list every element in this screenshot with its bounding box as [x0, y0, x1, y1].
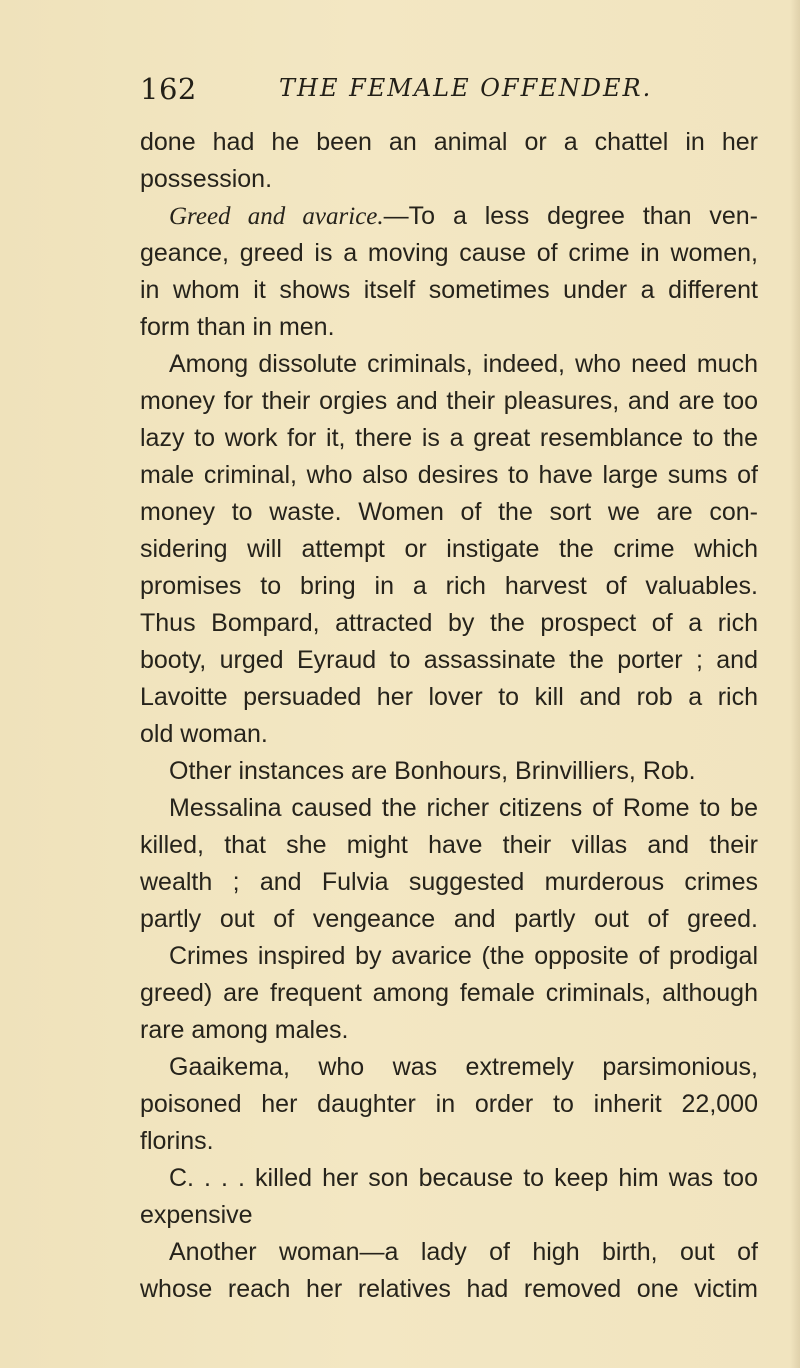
text-line [140, 235, 758, 272]
text-line-content: Other instances are Bonhours, Brinvilliers, Rob. [169, 757, 696, 785]
text-line-content: C. . . . killed her son because to keep him was too [169, 1164, 758, 1192]
text-line-content: money for their orgies and their pleasures, and are too [140, 387, 758, 415]
text-line [140, 864, 758, 901]
text-line-content: —To a less degree than ven- [383, 202, 758, 230]
text-line [140, 605, 758, 642]
text-line [140, 716, 758, 753]
text-line [140, 198, 758, 235]
page-edge-shadow [790, 0, 800, 1368]
section-heading-italic: Greed and avarice. [169, 203, 384, 230]
text-line [140, 1234, 758, 1271]
text-line [140, 1160, 758, 1197]
text-line [140, 309, 758, 346]
text-line-content: Gaaikema, who was extremely parsimonious, [169, 1053, 758, 1081]
text-line [140, 753, 758, 790]
text-line-content: Thus Bompard, attracted by the prospect of a rich [140, 609, 758, 637]
text-line-content: in whom it shows itself sometimes under a different [140, 276, 758, 304]
text-line-content: form than in men. [140, 313, 335, 341]
text-line [140, 1123, 758, 1160]
text-line-content: geance, greed is a moving cause of crime in women, [140, 239, 758, 267]
text-line [140, 938, 758, 975]
text-line [140, 124, 758, 161]
text-line [140, 1197, 758, 1234]
text-line-content: expensive [140, 1201, 253, 1229]
text-line-content: old woman. [140, 720, 268, 748]
text-line-content: promises to bring in a rich harvest of valuables. [140, 572, 758, 600]
text-line [140, 420, 758, 457]
text-line-content: wealth ; and Fulvia suggested murderous crimes [140, 868, 758, 896]
running-title: THE FEMALE OFFENDER. [279, 74, 653, 102]
text-line [140, 494, 758, 531]
text-line-content: Crimes inspired by avarice (the opposite of prodigal [169, 942, 758, 970]
text-line [140, 1086, 758, 1123]
text-line [140, 568, 758, 605]
page-number: 162 [140, 72, 197, 106]
text-line [140, 531, 758, 568]
text-line-content: booty, urged Eyraud to assassinate the porter ; and [140, 646, 758, 674]
text-line [140, 901, 758, 938]
text-line [140, 827, 758, 864]
text-line [140, 1271, 758, 1308]
text-line-content: greed) are frequent among female criminals, although [140, 979, 758, 1007]
text-line-content: partly out of vengeance and partly out of greed. [140, 905, 758, 933]
text-line-content: whose reach her relatives had removed one victim [140, 1275, 758, 1303]
text-line-content: killed, that she might have their villas and their [140, 831, 758, 859]
text-line [140, 790, 758, 827]
text-line [140, 1049, 758, 1086]
text-line-content: Another woman—a lady of high birth, out of [169, 1238, 758, 1266]
text-line [140, 346, 758, 383]
text-line-content: Lavoitte persuaded her lover to kill and rob a rich [140, 683, 758, 711]
text-line [140, 642, 758, 679]
text-line [140, 457, 758, 494]
text-line-content: done had he been an animal or a chattel in her [140, 128, 758, 156]
text-line-content: lazy to work for it, there is a great resemblance to the [140, 424, 758, 452]
text-line-content: male criminal, who also desires to have large sums of [140, 461, 758, 489]
page-header [140, 72, 760, 112]
text-line-content: poisoned her daughter in order to inherit 22,000 [140, 1090, 758, 1118]
text-line-content: money to waste. Women of the sort we are con- [140, 498, 758, 526]
text-line [140, 975, 758, 1012]
text-line [140, 272, 758, 309]
text-line-content: florins. [140, 1127, 214, 1155]
text-line [140, 161, 758, 198]
body-text [140, 124, 758, 1308]
text-line [140, 1012, 758, 1049]
text-line [140, 679, 758, 716]
text-line-content: Among dissolute criminals, indeed, who need much [169, 350, 758, 378]
text-line-content: sidering will attempt or instigate the crime which [140, 535, 758, 563]
text-line-content: rare among males. [140, 1016, 349, 1044]
text-line [140, 383, 758, 420]
text-line-content: Messalina caused the richer citizens of Rome to be [169, 794, 758, 822]
text-line-content: possession. [140, 165, 273, 193]
